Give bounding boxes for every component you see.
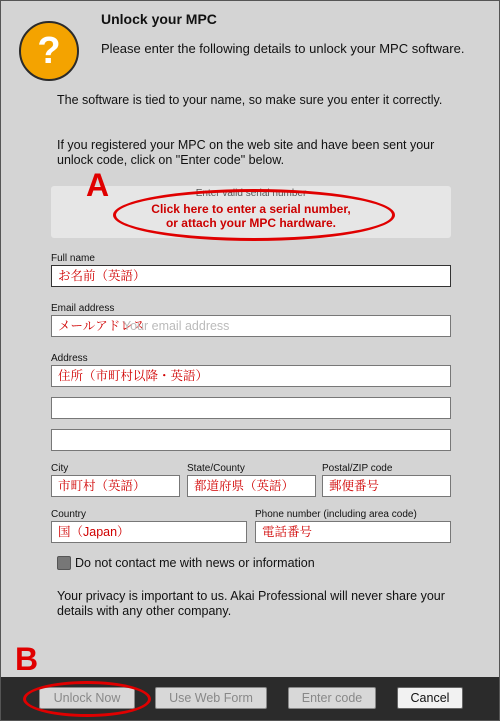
state-field[interactable]: 都道府県（英語）: [187, 475, 316, 497]
city-label: City: [51, 463, 69, 474]
cancel-button[interactable]: Cancel: [397, 687, 463, 709]
dialog-title: Unlock your MPC: [101, 11, 217, 27]
address-line-1-field[interactable]: 住所（市町村以降・英語）: [51, 365, 451, 387]
address-line-3-field[interactable]: [51, 429, 451, 451]
country-label: Country: [51, 509, 87, 520]
enter-serial-link[interactable]: [51, 202, 451, 230]
question-glyph: ?: [37, 29, 61, 72]
opt-out-label[interactable]: Do not contact me with news or information: [75, 556, 315, 570]
privacy-text: Your privacy is important to us. Akai Professional will never share your details with any other company.: [57, 589, 445, 618]
city-field[interactable]: 市町村（英語）: [51, 475, 180, 497]
zip-field[interactable]: 郵便番号: [322, 475, 451, 497]
address-line-2-field[interactable]: [51, 397, 451, 419]
full-name-label: Full name: [51, 253, 95, 264]
unlock-now-button[interactable]: Unlock Now: [39, 687, 135, 709]
enter-code-button[interactable]: Enter code: [288, 687, 376, 709]
phone-field[interactable]: 電話番号: [255, 521, 451, 543]
email-field[interactable]: [51, 315, 451, 337]
intro-paragraph-1: The software is tied to your name, so make sure you enter it correctly.: [57, 93, 443, 107]
zip-label: Postal/ZIP code: [322, 463, 393, 474]
email-value: メールアドレス: [58, 319, 145, 333]
opt-out-checkbox[interactable]: [57, 556, 71, 570]
serial-link-line-1[interactable]: Click here to enter a serial number,: [151, 202, 351, 216]
email-label: Email address: [51, 303, 115, 314]
serial-link-line-2[interactable]: or attach your MPC hardware.: [165, 216, 337, 230]
intro-paragraph-2: If you registered your MPC on the web site and have been sent your unlock code, click on "Enter code" below.: [57, 138, 435, 167]
email-placeholder: Your email address: [122, 319, 230, 333]
question-icon: [19, 21, 79, 81]
annotation-label-b: B: [15, 641, 39, 677]
use-web-form-button[interactable]: Use Web Form: [155, 687, 267, 709]
serial-number-label: Enter valid serial number: [195, 188, 307, 199]
serial-number-panel: [51, 186, 451, 238]
dialog-subtitle: Please enter the following details to unlock your MPC software.: [101, 41, 465, 56]
full-name-field[interactable]: お名前（英語）: [51, 265, 451, 287]
address-label: Address: [51, 353, 88, 364]
country-field[interactable]: 国（Japan）: [51, 521, 247, 543]
annotation-label-a: A: [86, 167, 110, 203]
state-label: State/County: [187, 463, 245, 474]
phone-label: Phone number (including area code): [255, 509, 417, 520]
